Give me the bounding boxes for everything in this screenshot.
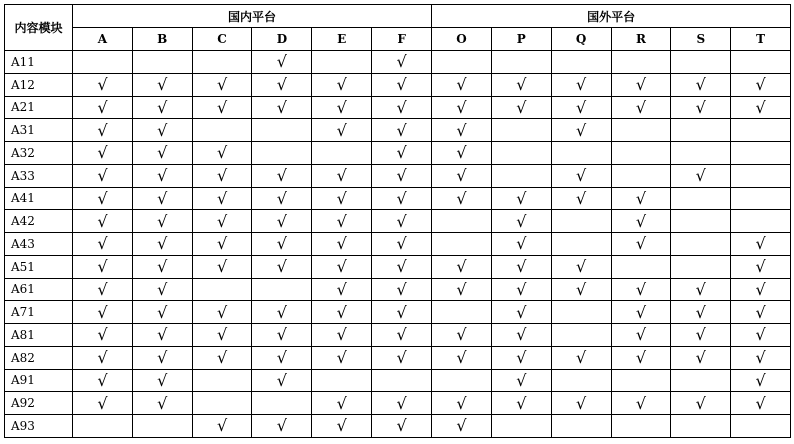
check-cell: √	[73, 278, 133, 301]
row-label: A71	[5, 301, 73, 324]
check-cell: √	[432, 278, 492, 301]
check-cell: √	[312, 415, 372, 438]
check-cell: √	[432, 324, 492, 347]
check-cell: √	[551, 346, 611, 369]
empty-cell	[491, 415, 551, 438]
table-row	[5, 301, 791, 324]
empty-cell	[551, 415, 611, 438]
empty-cell	[491, 119, 551, 142]
column-header: D	[252, 28, 312, 51]
empty-cell	[192, 392, 252, 415]
empty-cell	[132, 415, 192, 438]
check-cell: √	[132, 346, 192, 369]
check-cell: √	[252, 187, 312, 210]
empty-cell	[551, 51, 611, 74]
row-label: A92	[5, 392, 73, 415]
empty-cell	[671, 255, 731, 278]
check-cell: √	[192, 142, 252, 165]
check-cell: √	[491, 233, 551, 256]
empty-cell	[671, 233, 731, 256]
column-header: C	[192, 28, 252, 51]
empty-cell	[731, 51, 791, 74]
empty-cell	[671, 51, 731, 74]
empty-cell	[611, 164, 671, 187]
check-cell: √	[192, 210, 252, 233]
check-cell: √	[551, 96, 611, 119]
check-cell: √	[73, 96, 133, 119]
table-row	[5, 187, 791, 210]
table-row	[5, 255, 791, 278]
empty-cell	[312, 369, 372, 392]
column-header-row	[5, 28, 791, 51]
check-cell: √	[192, 255, 252, 278]
table-row	[5, 415, 791, 438]
check-cell: √	[432, 119, 492, 142]
empty-cell	[671, 142, 731, 165]
empty-cell	[671, 187, 731, 210]
check-cell: √	[432, 415, 492, 438]
row-label: A93	[5, 415, 73, 438]
empty-cell	[432, 369, 492, 392]
check-cell: √	[312, 278, 372, 301]
check-cell: √	[252, 210, 312, 233]
check-cell: √	[312, 392, 372, 415]
empty-cell	[192, 278, 252, 301]
column-header: B	[132, 28, 192, 51]
check-cell: √	[132, 255, 192, 278]
check-cell: √	[611, 278, 671, 301]
empty-cell	[671, 369, 731, 392]
empty-cell	[611, 255, 671, 278]
column-header: E	[312, 28, 372, 51]
empty-cell	[611, 51, 671, 74]
corner-header: 内容模块	[5, 5, 73, 51]
check-cell: √	[611, 73, 671, 96]
row-label: A42	[5, 210, 73, 233]
check-cell: √	[73, 187, 133, 210]
check-cell: √	[132, 324, 192, 347]
table-row	[5, 119, 791, 142]
check-cell: √	[671, 278, 731, 301]
empty-cell	[551, 324, 611, 347]
check-cell: √	[671, 164, 731, 187]
check-cell: √	[432, 73, 492, 96]
empty-cell	[432, 233, 492, 256]
check-cell: √	[372, 346, 432, 369]
check-cell: √	[252, 324, 312, 347]
table-row	[5, 233, 791, 256]
check-cell: √	[312, 73, 372, 96]
check-cell: √	[252, 164, 312, 187]
empty-cell	[312, 142, 372, 165]
check-cell: √	[73, 233, 133, 256]
check-cell: √	[372, 164, 432, 187]
empty-cell	[611, 119, 671, 142]
check-cell: √	[731, 392, 791, 415]
empty-cell	[731, 210, 791, 233]
check-cell: √	[252, 346, 312, 369]
empty-cell	[432, 51, 492, 74]
column-header: O	[432, 28, 492, 51]
check-cell: √	[491, 187, 551, 210]
check-cell: √	[731, 324, 791, 347]
row-label: A32	[5, 142, 73, 165]
empty-cell	[432, 301, 492, 324]
check-cell: √	[731, 96, 791, 119]
check-cell: √	[432, 96, 492, 119]
group-header-foreign: 国外平台	[432, 5, 791, 28]
empty-cell	[192, 369, 252, 392]
check-cell: √	[372, 187, 432, 210]
check-cell: √	[73, 392, 133, 415]
row-label: A51	[5, 255, 73, 278]
check-cell: √	[192, 415, 252, 438]
check-cell: √	[312, 301, 372, 324]
check-cell: √	[372, 119, 432, 142]
check-cell: √	[432, 346, 492, 369]
check-cell: √	[491, 210, 551, 233]
check-cell: √	[551, 73, 611, 96]
check-cell: √	[372, 255, 432, 278]
table-row	[5, 96, 791, 119]
empty-cell	[671, 119, 731, 142]
check-cell: √	[671, 73, 731, 96]
check-cell: √	[132, 301, 192, 324]
check-cell: √	[551, 392, 611, 415]
check-cell: √	[611, 187, 671, 210]
check-cell: √	[611, 301, 671, 324]
empty-cell	[432, 210, 492, 233]
check-cell: √	[491, 278, 551, 301]
empty-cell	[192, 51, 252, 74]
check-cell: √	[372, 142, 432, 165]
check-cell: √	[372, 278, 432, 301]
check-cell: √	[312, 96, 372, 119]
check-cell: √	[372, 415, 432, 438]
check-cell: √	[252, 415, 312, 438]
empty-cell	[491, 142, 551, 165]
check-cell: √	[132, 187, 192, 210]
check-cell: √	[551, 119, 611, 142]
check-cell: √	[132, 142, 192, 165]
check-cell: √	[432, 392, 492, 415]
table-body	[5, 51, 791, 438]
empty-cell	[551, 210, 611, 233]
table-row	[5, 346, 791, 369]
empty-cell	[551, 301, 611, 324]
check-cell: √	[491, 301, 551, 324]
check-cell: √	[731, 346, 791, 369]
column-header: P	[491, 28, 551, 51]
check-cell: √	[252, 255, 312, 278]
check-cell: √	[312, 346, 372, 369]
check-cell: √	[611, 346, 671, 369]
empty-cell	[611, 369, 671, 392]
empty-cell	[551, 233, 611, 256]
empty-cell	[73, 415, 133, 438]
row-label: A81	[5, 324, 73, 347]
empty-cell	[372, 369, 432, 392]
column-header: T	[731, 28, 791, 51]
check-cell: √	[372, 96, 432, 119]
column-header: S	[671, 28, 731, 51]
column-header: R	[611, 28, 671, 51]
empty-cell	[491, 164, 551, 187]
group-header-domestic: 国内平台	[73, 5, 432, 28]
check-cell: √	[73, 164, 133, 187]
check-cell: √	[312, 164, 372, 187]
check-cell: √	[132, 210, 192, 233]
check-cell: √	[432, 164, 492, 187]
check-cell: √	[491, 255, 551, 278]
check-cell: √	[132, 233, 192, 256]
row-label: A12	[5, 73, 73, 96]
empty-cell	[671, 210, 731, 233]
table-row	[5, 369, 791, 392]
check-cell: √	[611, 210, 671, 233]
empty-cell	[252, 278, 312, 301]
check-cell: √	[731, 301, 791, 324]
row-label: A33	[5, 164, 73, 187]
empty-cell	[611, 415, 671, 438]
check-cell: √	[731, 278, 791, 301]
table-row	[5, 392, 791, 415]
check-cell: √	[252, 96, 312, 119]
check-cell: √	[73, 73, 133, 96]
check-cell: √	[132, 119, 192, 142]
check-cell: √	[491, 346, 551, 369]
check-cell: √	[372, 392, 432, 415]
check-cell: √	[73, 301, 133, 324]
check-cell: √	[611, 233, 671, 256]
check-cell: √	[312, 119, 372, 142]
check-cell: √	[432, 142, 492, 165]
empty-cell	[252, 142, 312, 165]
check-cell: √	[192, 346, 252, 369]
check-cell: √	[73, 255, 133, 278]
check-cell: √	[491, 369, 551, 392]
check-cell: √	[551, 164, 611, 187]
check-cell: √	[132, 96, 192, 119]
empty-cell	[73, 51, 133, 74]
check-cell: √	[73, 142, 133, 165]
empty-cell	[312, 51, 372, 74]
check-cell: √	[312, 324, 372, 347]
check-cell: √	[491, 96, 551, 119]
column-header: A	[73, 28, 133, 51]
check-cell: √	[671, 392, 731, 415]
check-cell: √	[312, 255, 372, 278]
check-cell: √	[671, 346, 731, 369]
row-label: A31	[5, 119, 73, 142]
empty-cell	[551, 142, 611, 165]
row-label: A91	[5, 369, 73, 392]
table-row	[5, 210, 791, 233]
check-cell: √	[192, 233, 252, 256]
row-label: A41	[5, 187, 73, 210]
empty-cell	[252, 392, 312, 415]
check-cell: √	[312, 210, 372, 233]
check-cell: √	[731, 255, 791, 278]
check-cell: √	[731, 233, 791, 256]
check-cell: √	[491, 73, 551, 96]
check-cell: √	[372, 51, 432, 74]
table-row	[5, 324, 791, 347]
table-row	[5, 51, 791, 74]
check-cell: √	[192, 96, 252, 119]
empty-cell	[252, 119, 312, 142]
check-cell: √	[372, 210, 432, 233]
check-cell: √	[611, 392, 671, 415]
check-cell: √	[132, 164, 192, 187]
check-cell: √	[132, 392, 192, 415]
table-row	[5, 73, 791, 96]
check-cell: √	[372, 301, 432, 324]
empty-cell	[491, 51, 551, 74]
check-cell: √	[372, 324, 432, 347]
check-cell: √	[551, 187, 611, 210]
check-cell: √	[252, 301, 312, 324]
check-cell: √	[252, 51, 312, 74]
check-cell: √	[671, 301, 731, 324]
group-header-row	[5, 5, 791, 28]
check-cell: √	[671, 96, 731, 119]
check-cell: √	[312, 187, 372, 210]
check-cell: √	[73, 119, 133, 142]
check-cell: √	[252, 233, 312, 256]
check-cell: √	[312, 233, 372, 256]
row-label: A43	[5, 233, 73, 256]
row-label: A61	[5, 278, 73, 301]
check-cell: √	[671, 324, 731, 347]
empty-cell	[731, 142, 791, 165]
empty-cell	[731, 187, 791, 210]
check-cell: √	[73, 324, 133, 347]
empty-cell	[611, 142, 671, 165]
empty-cell	[192, 119, 252, 142]
check-cell: √	[551, 255, 611, 278]
check-cell: √	[731, 73, 791, 96]
empty-cell	[731, 119, 791, 142]
check-cell: √	[192, 187, 252, 210]
row-label: A21	[5, 96, 73, 119]
check-cell: √	[372, 73, 432, 96]
table-row	[5, 278, 791, 301]
check-cell: √	[192, 73, 252, 96]
check-cell: √	[252, 369, 312, 392]
check-cell: √	[491, 324, 551, 347]
check-cell: √	[73, 369, 133, 392]
check-cell: √	[611, 96, 671, 119]
column-header: F	[372, 28, 432, 51]
check-cell: √	[432, 187, 492, 210]
row-label: A11	[5, 51, 73, 74]
check-cell: √	[73, 346, 133, 369]
check-cell: √	[372, 233, 432, 256]
column-header: Q	[551, 28, 611, 51]
platform-coverage-table	[4, 4, 791, 438]
table-row	[5, 142, 791, 165]
check-cell: √	[432, 255, 492, 278]
check-cell: √	[192, 164, 252, 187]
check-cell: √	[132, 278, 192, 301]
check-cell: √	[252, 73, 312, 96]
check-cell: √	[551, 278, 611, 301]
check-cell: √	[731, 369, 791, 392]
empty-cell	[731, 415, 791, 438]
check-cell: √	[192, 301, 252, 324]
empty-cell	[551, 369, 611, 392]
empty-cell	[132, 51, 192, 74]
check-cell: √	[491, 392, 551, 415]
row-label: A82	[5, 346, 73, 369]
check-cell: √	[132, 73, 192, 96]
empty-cell	[731, 164, 791, 187]
table-row	[5, 164, 791, 187]
empty-cell	[671, 415, 731, 438]
check-cell: √	[132, 369, 192, 392]
check-cell: √	[192, 324, 252, 347]
check-cell: √	[73, 210, 133, 233]
check-cell: √	[611, 324, 671, 347]
